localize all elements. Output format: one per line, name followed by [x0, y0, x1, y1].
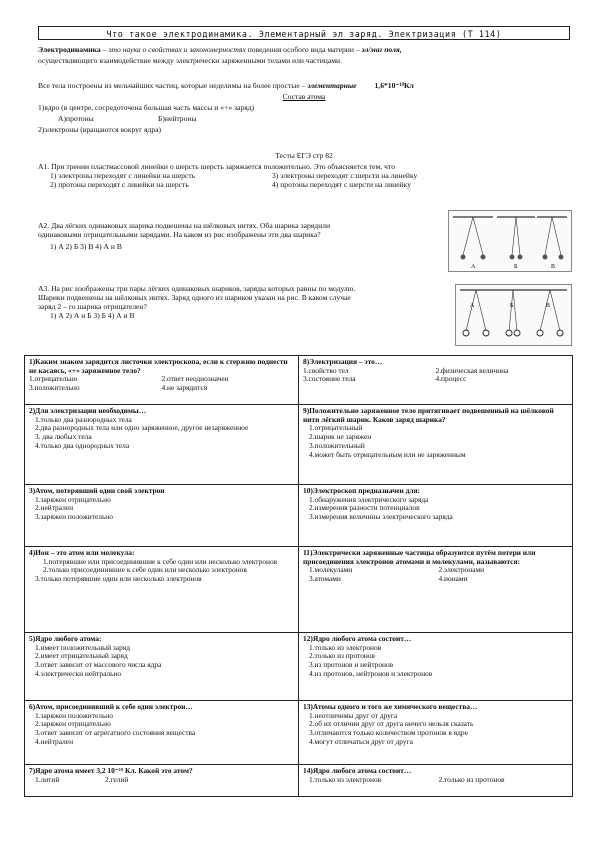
- quiz-row-6: [25, 701, 573, 765]
- figure-a3-pendulums: [455, 284, 572, 346]
- quiz-q14: [299, 765, 573, 797]
- quiz-q12: [299, 633, 573, 701]
- quiz-q14-title: 14)Ядро любого атома состоит…: [303, 767, 412, 775]
- quiz-q13-option-3: 3.отличаются только количеством протонов в ядре: [309, 729, 468, 738]
- quiz-q13-option-1: 1.неотличимы друг от друга: [309, 711, 398, 720]
- quiz-q3-title: 3)Атом, потерявший один свой электрон: [29, 487, 165, 495]
- question-a1: [38, 163, 417, 190]
- question-a1-option-2: 2) протоны переходят с линейки на шерсть: [50, 179, 189, 189]
- quiz-q5-option-4: 4.электрически нейтрально: [35, 669, 122, 678]
- quiz-q9-option-3: 3.положительный: [309, 441, 365, 450]
- question-a2: [38, 222, 330, 252]
- quiz-q3-option-1: 1.заряжен отрицательно: [35, 495, 111, 504]
- quiz-q12-title: 12)Ядро любого атома состоит…: [303, 635, 412, 643]
- quiz-q6-option-2: 2.заряжен отрицательно: [35, 720, 111, 729]
- quiz-q11: [299, 547, 573, 633]
- quiz-q1-option-3: 3.положительно: [29, 384, 80, 393]
- particles-line: [38, 82, 570, 91]
- electrons-line: 2)электроны (вращаются вокруг ядра): [38, 125, 162, 134]
- question-a3-line-3: заряд 2 – го шарика отрицателен?: [38, 301, 147, 311]
- quiz-q12-option-2: 2.только из протонов: [309, 652, 376, 661]
- quiz-q10: [299, 485, 573, 547]
- quiz-q8-option-4: 4.процесс: [435, 375, 467, 384]
- quiz-row-5: [25, 633, 573, 701]
- tests-heading: Тесты ЕГЭ стр 82: [275, 151, 333, 160]
- quiz-q2-option-1: 1.только два разнородных тела: [35, 415, 132, 424]
- question-a2-options: 1) А 2) Б 3) В 4) А и В: [50, 241, 122, 251]
- quiz-q6-option-3: 3.ответ зависит от агрегатного состояния вещества: [35, 729, 196, 738]
- quiz-q12-option-4: 4.из протонов, нейтронов и электронов: [309, 669, 433, 678]
- question-a2-line-1: А2. Два лёгких одинаковых шарика подвешены на шёлковых нитях. Оба шарика зарядили: [38, 221, 331, 230]
- quiz-q6-option-4: 4.нейтрален: [35, 737, 74, 746]
- quiz-q9-title: 9)Положительно заряженное тело притягивает подвешенный на шёлковой нити лёгкий шарик. Каков заряд шарика?: [303, 407, 554, 424]
- quiz-q13-option-4: 4.могут отличаться друг от друга: [309, 737, 413, 746]
- quiz-q3-option-3: 3.заряжен положительно: [35, 513, 113, 522]
- quiz-q7: [25, 765, 299, 797]
- definition-line-2: осуществляющего взаимодействие между электрически заряженными телами или частицами.: [38, 56, 343, 65]
- quiz-q14-option-1: 1.только из электронов: [309, 775, 382, 784]
- quiz-q5-option-2: 2.имеет отрицательный заряд: [35, 652, 128, 661]
- quiz-q1: [25, 356, 299, 405]
- definition-rest: поведения особого вида материи –: [245, 45, 362, 54]
- quiz-q2-title: 2)Для электризации необходимы…: [29, 407, 147, 415]
- quiz-q12-option-1: 1.только из электронов: [309, 643, 382, 652]
- quiz-q7-title: 7)Ядро атома имеет 3,2 10⁻¹⁹ Кл. Какой это атом?: [29, 767, 193, 775]
- quiz-q8-option-2: 2.физическая величина: [435, 366, 509, 375]
- question-a2-line-2: одинаковыми отрицательными зарядами. На каком из рис изображены эти два шарика?: [38, 229, 321, 239]
- question-a3: [38, 285, 355, 321]
- quiz-q12-option-3: 3.из протонов и нейтронов: [309, 661, 394, 670]
- figure-a3-label-a: А: [470, 303, 475, 309]
- page-title: Что такое электродинамика. Элементарный эл заряд. Электризация (Т 114): [38, 26, 570, 40]
- quiz-q11-option-2: 2.электронами: [438, 566, 485, 575]
- quiz-q10-option-3: 3.измерения величины электрического заряда: [309, 513, 453, 522]
- quiz-q1-option-2: 2.ответ неоднозначен: [161, 375, 229, 384]
- quiz-q11-option-3: 3.атомами: [309, 575, 341, 584]
- quiz-q2: [25, 405, 299, 485]
- quiz-q6-title: 6)Атом, присоединивший к себе один электрон…: [29, 703, 193, 711]
- figure-a2-label-c: В: [551, 264, 556, 270]
- quiz-q8-option-3: 3.состояние тела: [303, 375, 356, 384]
- quiz-row-3: [25, 485, 573, 547]
- quiz-row-2: [25, 405, 573, 485]
- definition-term: Электродинамика: [38, 45, 101, 54]
- quiz-q13-option-2: 2.об их отличии друг от друга ничего нельзя сказать: [309, 720, 474, 729]
- figure-a2-pendulums: [448, 210, 572, 272]
- definition-dash: –: [100, 45, 109, 54]
- quiz-q4-option-1: 1.потерявшие или присоединившие к себе один или несколько электронов: [43, 557, 278, 566]
- nucleus-line: 1)ядро (в центре, сосредоточена большая часть массы и «+» заряд): [38, 103, 255, 112]
- question-a1-option-1: 1) электроны переходят с линейки на шерсть: [50, 170, 196, 180]
- quiz-row-4: [25, 547, 573, 633]
- quiz-q8-option-1: 1.свойство тел: [303, 366, 349, 375]
- quiz-q5-title: 5)Ядро любого атома:: [29, 635, 102, 643]
- question-a3-options: 1) А 2) А и Б 3) Б 4) А и В: [50, 310, 135, 320]
- quiz-q10-option-2: 2.измерения разности потенциалов: [309, 504, 420, 513]
- quiz-q1-option-4: 4.не зарядится: [161, 384, 208, 393]
- particles-term: элементарные: [307, 81, 357, 90]
- quiz-q9-option-1: 1.отрицательный: [309, 424, 363, 433]
- quiz-table: [24, 355, 573, 797]
- definition-field: эл/маг поля,: [361, 45, 402, 54]
- definition-line-1: [38, 46, 570, 55]
- quiz-q10-option-1: 1.обнаружения электрического заряда: [309, 495, 429, 504]
- quiz-row-1: [25, 356, 573, 405]
- quiz-q11-option-1: 1.молекулами: [309, 566, 353, 575]
- quiz-q4-option-2: 2.только присоединившие к себе один или несколько электронов: [43, 566, 247, 575]
- figure-a2-label-b: Б: [514, 264, 518, 270]
- quiz-q11-option-4: 4.ионами: [438, 575, 468, 584]
- particles-text: Все тела построены из мельчайших частиц, которые неделимы на более простые –: [38, 81, 308, 90]
- quiz-q4-title: 4)Ион – это атом или молекула:: [29, 549, 135, 557]
- definition-italic: это наука о свойствах и закономерностях: [108, 45, 246, 54]
- nucleus-protons: А)протоны: [58, 114, 94, 123]
- quiz-q13-title: 13)Атомы одного и того же химического вещества…: [303, 703, 478, 711]
- quiz-q13: [299, 701, 573, 765]
- figure-a2-label-a: А: [471, 264, 476, 270]
- quiz-q4-option-3: 3.только потерявшие один или несколько электронов: [35, 575, 202, 584]
- quiz-q14-option-2: 2.только из протонов: [438, 775, 505, 784]
- quiz-q5-option-1: 1.имеет положительный заряд: [35, 643, 130, 652]
- quiz-q3-option-2: 2.нейтрален: [35, 504, 74, 513]
- quiz-q6-option-1: 1.заряжен положительно: [35, 711, 113, 720]
- figure-a3-label-c: В: [546, 303, 551, 309]
- nucleus-parts: [58, 115, 590, 124]
- quiz-q3: [25, 485, 299, 547]
- quiz-q5: [25, 633, 299, 701]
- quiz-q1-title: 1)Каким знаком зарядится листочки электроскопа, если к стержню поднести не касаясь, «+» заряженное тело?: [29, 358, 288, 375]
- quiz-q10-title: 10)Электроскоп предназначен для:: [303, 487, 420, 495]
- quiz-q2-option-3: 3. два любых тела: [35, 433, 92, 442]
- quiz-q1-option-1: 1.отрицательно: [29, 375, 78, 384]
- quiz-q11-title: 11)Электрически заряженные частицы образуются путём потери или присоединения электронов атомами и молекулами, называются:: [303, 549, 536, 566]
- elementary-charge: 1,6*10⁻¹⁹Кл: [374, 81, 414, 90]
- question-a3-line-2: Шарики подвешены на шёлковых нитях. Заряд одного из шариков указан на рис. В каком случае: [38, 292, 351, 302]
- quiz-q4: [25, 547, 299, 633]
- question-a1-option-3: 3) электроны переходят с шерсти на линейку: [272, 170, 418, 180]
- question-a1-row2: [38, 181, 417, 190]
- quiz-q7-option-2: 2.гелий: [105, 775, 129, 784]
- quiz-q9: [299, 405, 573, 485]
- atom-heading: Состав атома: [282, 92, 326, 101]
- quiz-q6: [25, 701, 299, 765]
- quiz-q5-option-3: 3.ответ зависит от массового числа ядра: [35, 661, 162, 670]
- question-a3-line-1: А3. На рис изображены три пары лёгких одинаковых шариков, заряды которых равны по модулю.: [38, 284, 356, 293]
- quiz-q8: [299, 356, 573, 405]
- quiz-q2-option-4: 4.только два однородных тела: [35, 441, 130, 450]
- quiz-q9-option-2: 2.шарик не заряжен: [309, 433, 372, 442]
- quiz-q2-option-2: 2.два разнородных тела или одно заряженное, другое незаряженное: [35, 424, 249, 433]
- quiz-q7-option-1: 1.литий: [35, 775, 60, 784]
- figure-a3-label-b: Б: [510, 303, 514, 309]
- nucleus-neutrons: Б)нейтроны: [158, 114, 197, 123]
- quiz-row-7: [25, 765, 573, 797]
- question-a1-stem: А1. При трении пластмассовой линейки о шерсть шерсть заряжается положительно. Это объясняется тем, что: [38, 162, 395, 171]
- quiz-q8-title: 8)Электризация – это…: [303, 358, 383, 366]
- quiz-q9-option-4: 4.может быть отрицательным или не заряженным: [309, 450, 466, 459]
- question-a1-option-4: 4) протоны переходят с шерсти на линейку: [272, 179, 412, 189]
